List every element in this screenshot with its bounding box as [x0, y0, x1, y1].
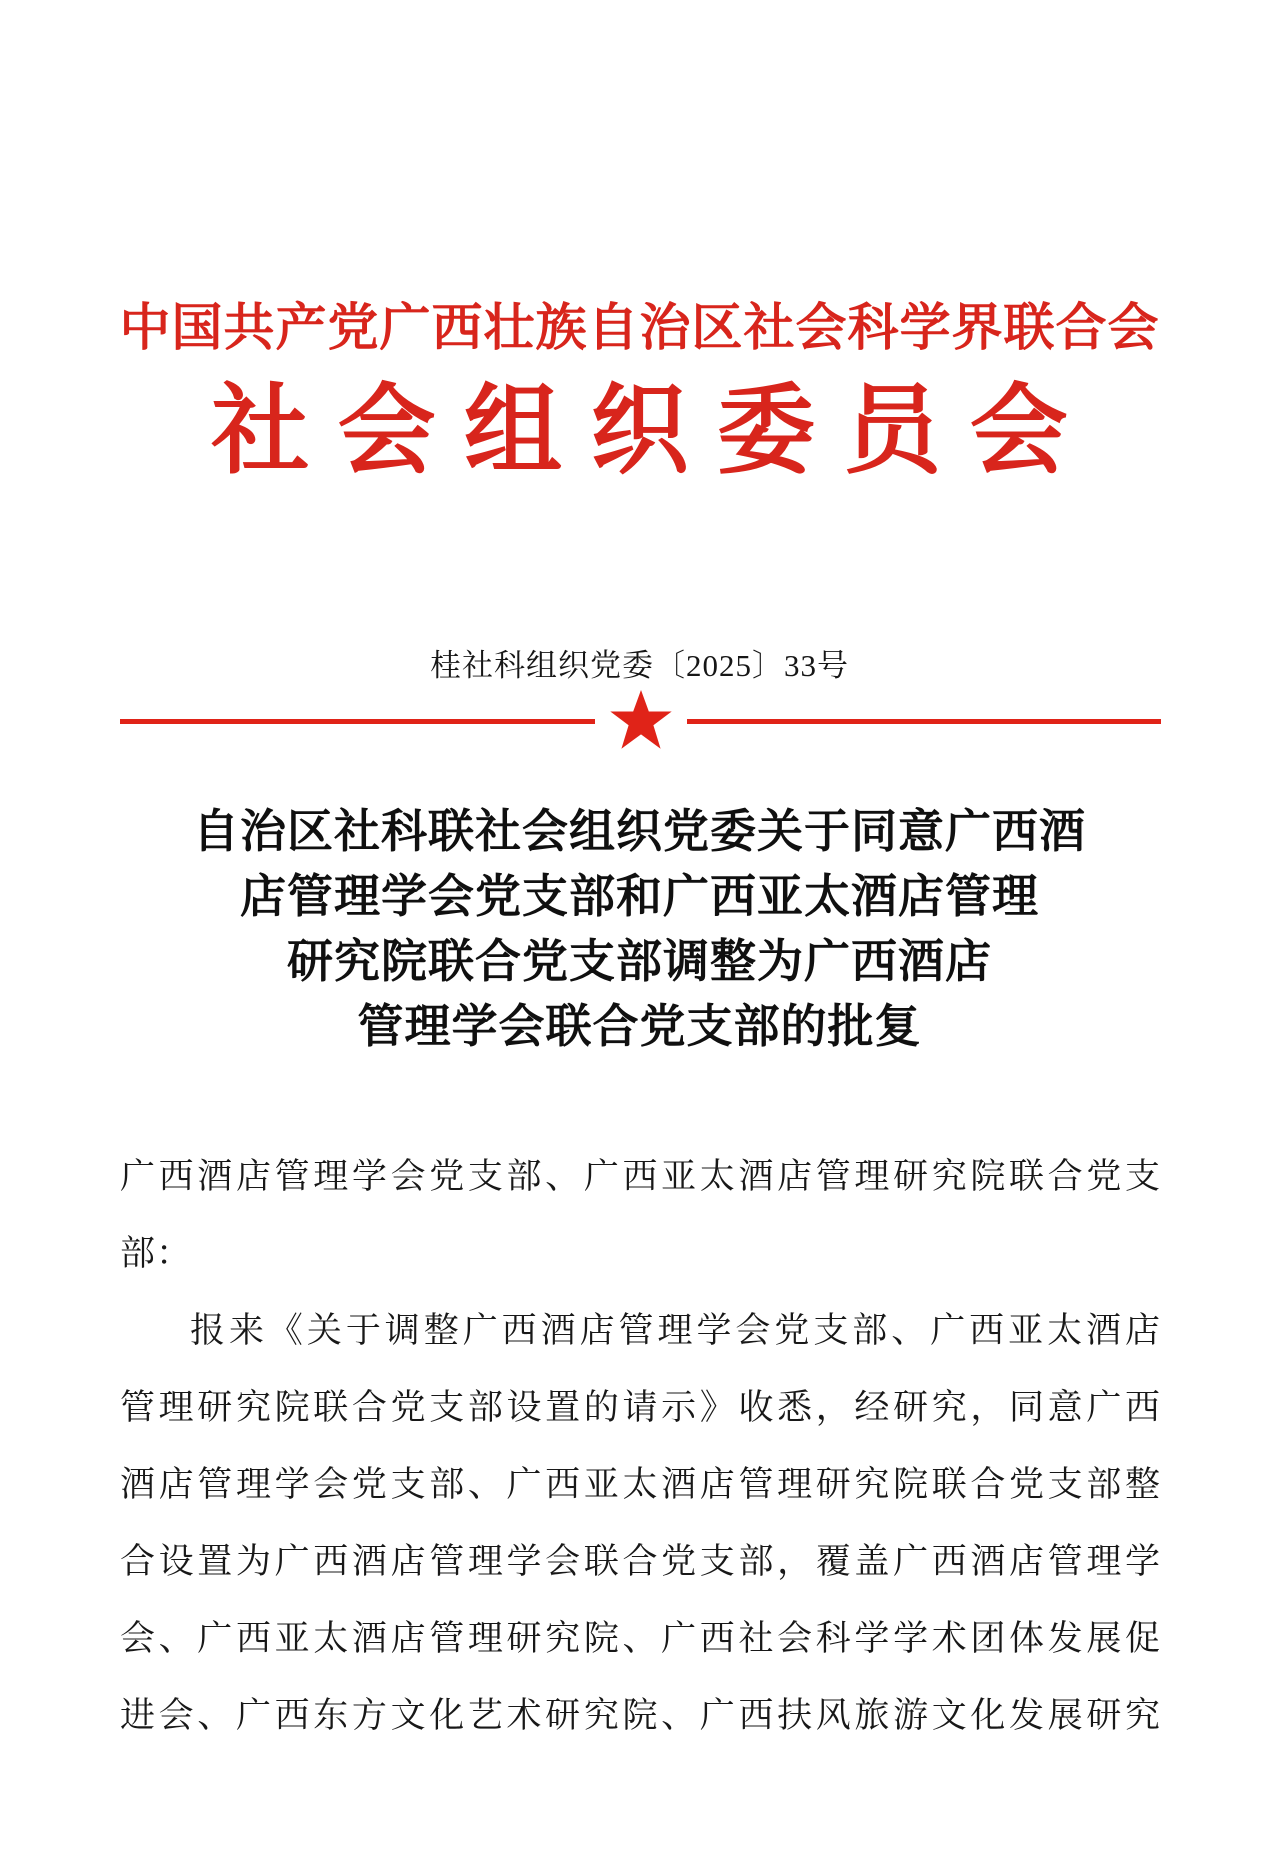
body-line: 进会、广西东方文化艺术研究院、广西扶风旅游文化发展研究: [120, 1696, 1161, 1735]
body-line: 合设置为广西酒店管理学会联合党支部，覆盖广西酒店管理学: [120, 1542, 1161, 1581]
red-divider: [120, 690, 1161, 752]
body-line-salutation: 部：: [120, 1234, 193, 1273]
divider-line-left: [120, 719, 595, 724]
document-title: [0, 799, 1279, 1059]
title-line: 店管理学会党支部和广西亚太酒店管理: [240, 871, 1039, 922]
body-line: 酒店管理学会党支部、广西亚太酒店管理研究院联合党支部整: [120, 1465, 1161, 1504]
body-line: 会、广西亚太酒店管理研究院、广西社会科学学术团体发展促: [120, 1619, 1161, 1658]
body-line: 管理研究院联合党支部设置的请示》收悉，经研究，同意广西: [120, 1388, 1161, 1427]
title-line: 自治区社科联社会组织党委关于同意广西酒: [193, 806, 1086, 857]
red-star-icon: [608, 690, 674, 752]
document-number: 桂社科组织党委〔2025〕33号: [430, 648, 849, 683]
title-line: 研究院联合党支部调整为广西酒店: [287, 936, 992, 987]
title-line: 管理学会联合党支部的批复: [357, 1001, 922, 1052]
body-line: 广西酒店管理学会党支部、广西亚太酒店管理研究院联合党支: [120, 1157, 1161, 1196]
document-body: [120, 1138, 1161, 1754]
divider-line-right: [687, 719, 1162, 724]
body-line: 报来《关于调整广西酒店管理学会党支部、广西亚太酒店: [190, 1311, 1161, 1350]
committee-name: 社会组织委员会: [211, 378, 1097, 486]
header-organization: 中国共产党广西壮族自治区社会科学界联合会: [119, 301, 1160, 357]
